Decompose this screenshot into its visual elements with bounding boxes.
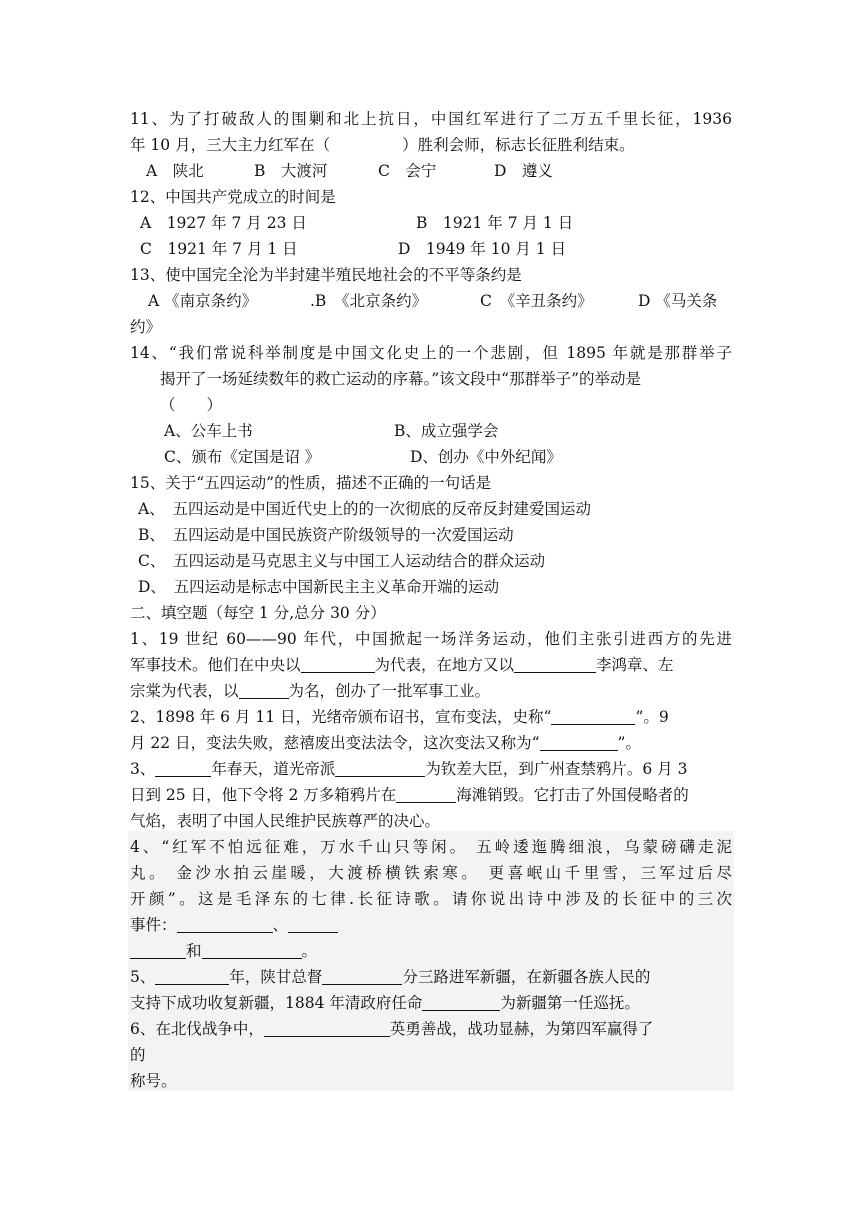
f3-line3: 气焰，表明了中国人民维护民族尊严的决心。 — [130, 812, 441, 830]
q11-option-a: A 陕北 — [146, 162, 204, 180]
f4-blank-4 — [202, 940, 302, 959]
q12-options-row1 — [130, 210, 732, 236]
q14-option-d: D、创办《中外纪闻》 — [410, 448, 562, 466]
q13-option-b: .B 《北京条约》 — [310, 292, 428, 310]
f4-line3: 开颜”。这是毛泽东的七律.长征诗歌。请你说出诗中涉及的长征中的三次 — [130, 890, 732, 908]
q11-option-d: D 遵义 — [494, 162, 553, 180]
q11-options — [130, 158, 732, 184]
q14-line3: （ ） — [160, 396, 223, 414]
f1-line1: 1、19 世纪 60——90 年代，中国掀起一场洋务运动，他们主张引进西方的先进 — [130, 630, 732, 648]
f4-line1: 4、“红军不怕远征难，万水千山只等闲。 五岭逶迤腾细浪，乌蒙磅礴走泥 — [130, 838, 732, 856]
f6-line3: 称号。 — [130, 1072, 177, 1090]
q14-option-c: C、颁布《定国是诏 》 — [164, 448, 321, 466]
q13-stem: 13、使中国完全沦为半封建半殖民地社会的不平等条约是 — [130, 266, 522, 284]
f2-blank-1 — [551, 706, 635, 725]
f1-line2: 军事技术。他们在中央以 为代表，在地方又以 李鸿章、左 — [130, 656, 674, 674]
q15-option-d: D、 五四运动是标志中国新民主主义革命开端的运动 — [138, 578, 500, 596]
q14-options-row1 — [130, 418, 732, 444]
f4-line5: 和 。 — [130, 938, 732, 964]
f3-line1: 3、 年春天，道光帝派 为钦差大臣，到广州查禁鸦片。6 月 3 — [130, 760, 688, 778]
f5-blank-1 — [155, 966, 229, 985]
q14-line2: 揭开了一场延续数年的救亡运动的序幕。”该文段中“那群举子”的举动是 — [160, 370, 642, 388]
f1-blank-2 — [514, 654, 596, 673]
q15-stem: 15、关于“五四运动”的性质，描述不正确的一句话是 — [130, 474, 492, 492]
f6-blank-1 — [264, 1018, 390, 1037]
f3-blank-2 — [335, 758, 425, 777]
f2-line1: 2、1898 年 6 月 11 日，光绪帝颁布诏书，宣布变法，史称“ ”。9 — [130, 708, 669, 726]
q13-option-c: C 《辛丑条约》 — [480, 292, 593, 310]
q11-line2: 年 10 月，三大主力红军在（ ）胜利会师，标志长征胜利结束。 — [130, 136, 635, 154]
q12-option-d: D 1949 年 10 月 1 日 — [398, 240, 567, 258]
f3-blank-3 — [396, 784, 456, 803]
f1-blank-3 — [239, 680, 289, 699]
q13-option-a: A 《南京条约》 — [148, 292, 258, 310]
f5-line1: 5、 年，陕甘总督 分三路进军新疆，在新疆各族人民的 — [130, 968, 651, 986]
f2-blank-2 — [540, 732, 618, 751]
q12-option-c: C 1921 年 7 月 1 日 — [140, 240, 298, 258]
q14-option-a: A、公车上书 — [164, 422, 253, 440]
q15-option-a: A、 五四运动是中国近代史上的的一次彻底的反帝反封建爱国运动 — [138, 500, 591, 518]
f3-line2: 日到 25 日，他下令将 2 万多箱鸦片在 海滩销毁。它打击了外国侵略者的 — [130, 786, 689, 804]
section2-title: 二、填空题（每空 1 分,总分 30 分） — [130, 604, 386, 622]
q12-stem: 12、中国共产党成立的时间是 — [130, 188, 336, 206]
q12-option-b: B 1921 年 7 月 1 日 — [416, 214, 574, 232]
q14-options-row2 — [130, 444, 732, 470]
q15-option-c: C、 五四运动是马克思主义与中国工人运动结合的群众运动 — [138, 552, 546, 570]
f4-line4: 事件： 、 — [130, 912, 732, 938]
q11-line1: 11、为了打破敌人的围剿和北上抗日，中国红军进行了二万五千里长征，1936 — [130, 110, 732, 128]
q12-option-a: A 1927 年 7 月 23 日 — [140, 214, 307, 232]
f2-line2: 月 22 日，变法失败，慈禧废出变法法令，这次变法又称为“ ”。 — [130, 734, 641, 752]
f4-line2: 丸。 金沙水拍云崖暖，大渡桥横铁索寒。 更喜岷山千里雪，三军过后尽 — [130, 864, 732, 882]
q13-option-d: D 《马关条 — [638, 292, 718, 310]
f5-blank-3 — [422, 992, 500, 1011]
q15-option-b: B、 五四运动是中国民族资产阶级领导的一次爱国运动 — [138, 526, 514, 544]
f3-blank-1 — [155, 758, 211, 777]
f6-line1: 6、在北伐战争中， 英勇善战，战功显赫，为第四军赢得了 — [130, 1020, 654, 1038]
q12-options-row2 — [130, 236, 732, 262]
f5-blank-2 — [322, 966, 402, 985]
f4-blank-1 — [177, 914, 273, 933]
f4-blank-3 — [130, 940, 186, 959]
q11-option-c: C 会宁 — [378, 162, 437, 180]
f1-blank-1 — [301, 654, 375, 673]
f4-blank-2 — [288, 914, 338, 933]
f5-line2: 支持下成功收复新疆，1884 年清政府任命 为新疆第一任巡抚。 — [130, 994, 640, 1012]
q14-line1: 14、“我们常说科举制度是中国文化史上的一个悲剧，但 1895 年就是那群举子 — [130, 344, 732, 362]
q14-option-b: B、成立强学会 — [394, 422, 499, 440]
f6-line2: 的 — [130, 1046, 146, 1064]
q11-option-b: B 大渡河 — [254, 162, 328, 180]
f1-line3: 宗棠为代表，以 为名，创办了一批军事工业。 — [130, 682, 491, 700]
q13-cont: 约》 — [130, 318, 162, 336]
q13-options — [130, 288, 732, 314]
